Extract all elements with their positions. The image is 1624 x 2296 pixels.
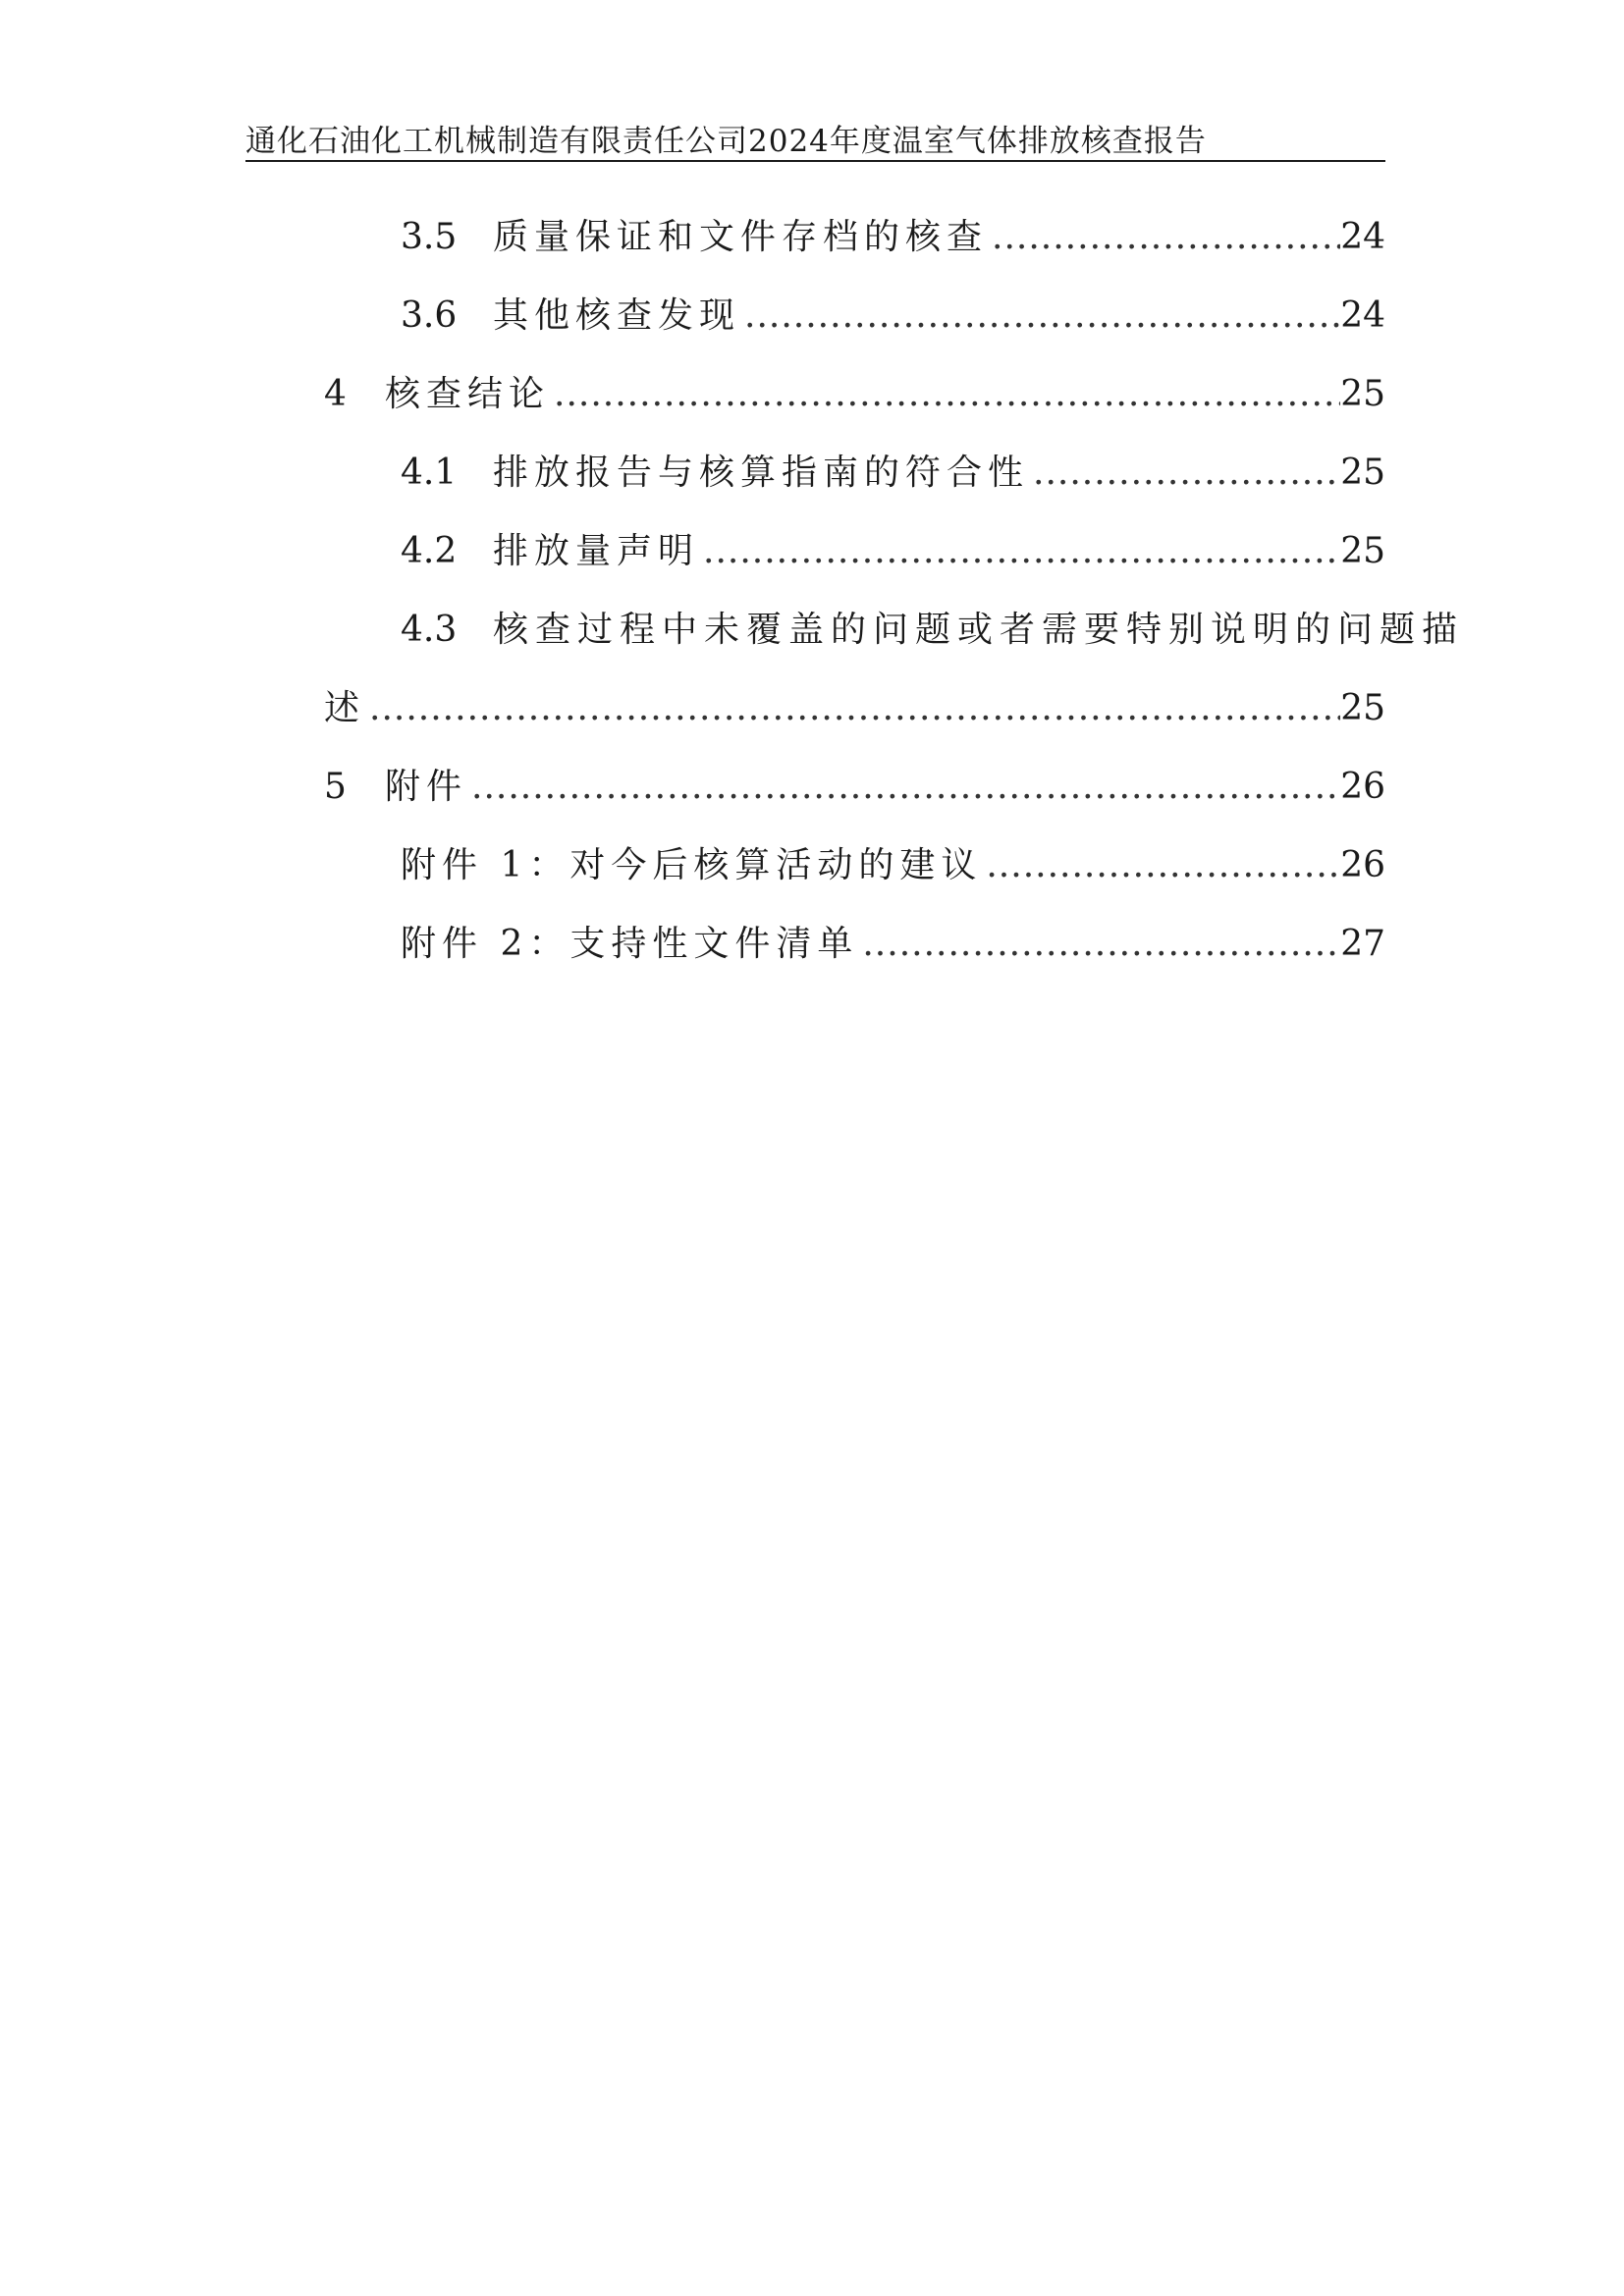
toc-title-continued: 述 [324, 688, 366, 728]
toc-entry-3-6[interactable] [401, 294, 1385, 338]
toc-number: 3.5 [401, 217, 458, 257]
toc-page-number: 25 [1340, 531, 1385, 571]
toc-number: 4.3 [401, 610, 458, 650]
toc-leader [699, 530, 1340, 573]
toc-page-number: 26 [1340, 845, 1385, 885]
toc-leader [740, 294, 1340, 338]
toc-entry-appendix-2[interactable] [401, 923, 1385, 966]
toc-title: 核查过程中未覆盖的问题或者需要特别说明的问题描 [493, 610, 1465, 650]
toc-leader [467, 766, 1340, 809]
toc-entry-4-1[interactable] [401, 452, 1385, 495]
toc-leader [365, 687, 1340, 730]
toc-entry-5[interactable] [324, 766, 1385, 809]
toc-entry-4-3[interactable] [401, 609, 1465, 652]
toc-title: 排放量声明 [493, 531, 700, 571]
toc-page-number: 26 [1340, 767, 1385, 807]
toc-entry-4-3-continued[interactable] [324, 687, 1385, 730]
toc-title: 排放报告与核算指南的符合性 [493, 453, 1030, 493]
toc-page-number: 27 [1340, 924, 1385, 964]
toc-number: 4 [324, 374, 347, 414]
toc-number: 3.6 [401, 295, 458, 336]
toc-entry-appendix-1[interactable] [401, 844, 1385, 887]
toc-entry-4-2[interactable] [401, 530, 1385, 573]
toc-page-number: 25 [1340, 453, 1385, 493]
toc-leader [982, 844, 1340, 887]
toc-title: 核查结论 [385, 374, 551, 414]
toc-page-number: 24 [1340, 295, 1385, 336]
toc-page-number: 25 [1340, 688, 1385, 728]
toc-entry-3-5[interactable] [401, 216, 1385, 259]
toc-entry-4[interactable] [324, 373, 1385, 416]
toc-page-number: 24 [1340, 217, 1385, 257]
toc-page-number: 25 [1340, 374, 1385, 414]
toc-title: 附件 2：支持性文件清单 [401, 924, 859, 964]
toc-title: 质量保证和文件存档的核查 [493, 217, 989, 257]
toc-number: 4.1 [401, 453, 458, 493]
toc-title: 附件 1：对今后核算活动的建议 [401, 845, 983, 885]
toc-leader [550, 373, 1340, 416]
toc-leader [858, 923, 1340, 966]
toc-title: 其他核查发现 [493, 295, 741, 336]
toc-number: 4.2 [401, 531, 458, 571]
toc-number: 5 [324, 767, 347, 807]
toc-title: 附件 [385, 767, 468, 807]
toc-leader [988, 216, 1340, 259]
header-divider [245, 160, 1385, 162]
toc-leader [1029, 452, 1340, 495]
page-header: 通化石油化工机械制造有限责任公司2024年度温室气体排放核查报告 [245, 124, 1207, 159]
